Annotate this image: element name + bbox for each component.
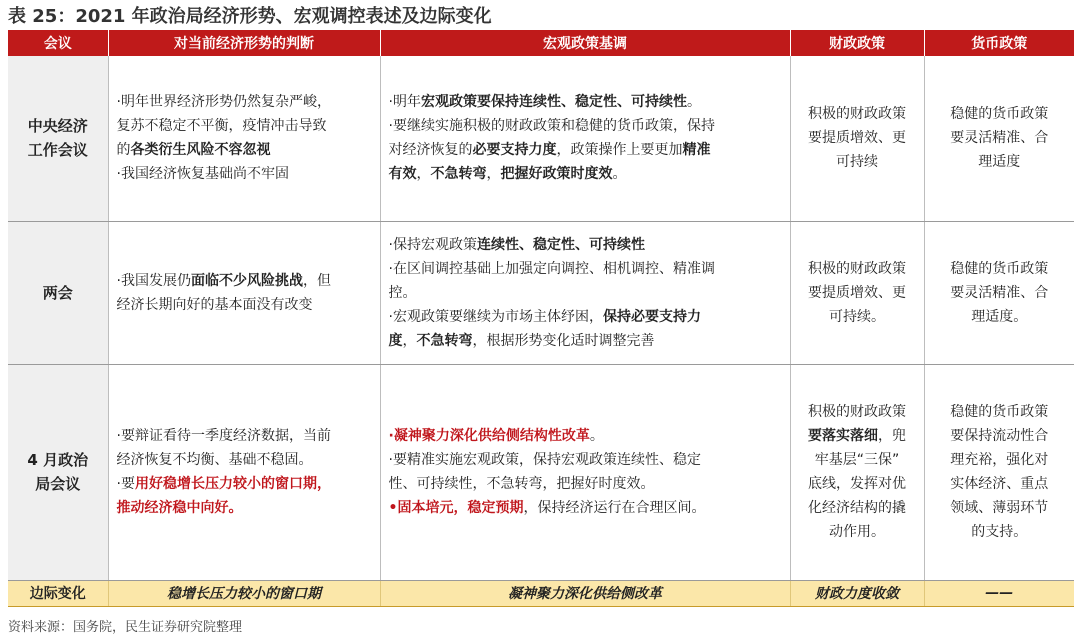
text-line: [389, 162, 782, 186]
bold-text: 度: [388, 332, 403, 349]
text-line: [117, 293, 372, 317]
text-line: [389, 138, 782, 162]
macro-cell: [380, 364, 790, 580]
text-segment: ，兜: [878, 428, 906, 444]
text-segment: ·要精准实施宏观政策，保持宏观政策连续性、稳定: [388, 452, 701, 468]
text-segment: 的支持。: [971, 524, 1028, 540]
footer-monetary: ——: [924, 580, 1074, 606]
bold-text: 要落实落细: [808, 428, 878, 444]
text-line: [797, 150, 918, 174]
fiscal-cell: [790, 221, 924, 364]
text-segment: 稳健的货币政策: [950, 106, 1049, 123]
text-line: [117, 269, 372, 293]
text-line: [797, 472, 918, 496]
footer-row: [8, 580, 1074, 606]
situation-cell: [108, 56, 380, 221]
footer-fiscal: 财政力度收敛: [790, 580, 924, 606]
text-line: [389, 281, 782, 305]
text-line: [389, 448, 782, 472]
header-macro: 宏观政策基调: [380, 30, 790, 56]
header-fiscal: 财政政策: [790, 30, 924, 56]
text-line: [931, 281, 1069, 305]
text-line: [389, 496, 782, 520]
text-segment: 动作用。: [829, 524, 885, 540]
text-line: [931, 257, 1069, 281]
text-segment: 。: [686, 94, 701, 111]
table-title: 表 25：2021 年政治局经济形势、宏观调控表述及边际变化: [8, 6, 492, 27]
bold-text: 不急转弯: [416, 332, 473, 349]
text-segment: 要保持流动性合: [950, 428, 1049, 444]
text-segment: 要提质增效、更: [808, 284, 906, 301]
text-line: [931, 305, 1069, 329]
text-line: [117, 472, 372, 496]
table-row: [8, 56, 1074, 221]
source-note: 资料来源：国务院，民生证券研究院整理: [8, 620, 243, 635]
text-line: [931, 472, 1069, 496]
text-line: [797, 400, 918, 424]
text-line: [117, 138, 372, 162]
text-segment: 理适度: [978, 154, 1021, 171]
text-line: [931, 150, 1069, 174]
text-segment: 底线，发挥对优: [808, 476, 906, 492]
situation-cell: [108, 364, 380, 580]
header-row: [8, 30, 1074, 56]
fiscal-cell: [790, 56, 924, 221]
text-segment: ，: [486, 166, 501, 183]
text-line: [389, 305, 782, 329]
text-segment: 化经济结构的撬: [808, 500, 906, 516]
text-segment: 经济恢复不均衡、基础不稳固。: [116, 452, 313, 468]
bold-text: 不急转弯: [430, 166, 487, 183]
text-line: [797, 126, 918, 150]
bold-text: 把握好政策时度效: [500, 166, 613, 183]
text-segment: 理适度。: [971, 308, 1028, 325]
table-row: [8, 364, 1074, 580]
meeting-cell: [8, 56, 108, 221]
bold-text: 各类衍生风险不容忽视: [130, 142, 271, 159]
text-segment: 积极的财政政策: [808, 106, 906, 123]
text-segment: 可持续。: [829, 308, 885, 325]
bold-text: 宏观政策要保持连续性、稳定性、可持续性: [420, 94, 687, 111]
text-line: [931, 448, 1069, 472]
text-segment: ，保持经济运行在合理区间。: [523, 500, 706, 516]
text-line: [117, 448, 372, 472]
meeting-name-line: 两会: [42, 283, 73, 302]
monetary-cell: [924, 364, 1074, 580]
text-line: [117, 162, 372, 186]
text-segment: 。: [612, 166, 627, 183]
text-segment: ，政策操作上要更加: [556, 142, 683, 159]
text-segment: 的: [116, 142, 131, 159]
situation-cell: [108, 221, 380, 364]
text-line: [931, 424, 1069, 448]
text-line: [931, 102, 1069, 126]
bold-text: 有效: [388, 166, 417, 183]
text-segment: ·保持宏观政策: [388, 236, 477, 253]
footer-situation: 稳增长压力较小的窗口期: [108, 580, 380, 606]
text-segment: 积极的财政政策: [808, 404, 906, 420]
text-segment: 可持续: [836, 154, 878, 171]
text-line: [389, 90, 782, 114]
text-line: [931, 520, 1069, 544]
bold-text: 保持必要支持力: [602, 308, 701, 325]
monetary-cell: [924, 56, 1074, 221]
text-line: [797, 520, 918, 544]
text-segment: ·我国经济恢复基础尚不牢固: [116, 166, 289, 183]
footer-label: 边际变化: [8, 580, 108, 606]
text-segment: ·明年: [388, 94, 421, 111]
text-line: [931, 496, 1069, 520]
text-line: [931, 126, 1069, 150]
text-line: [117, 424, 372, 448]
text-segment: 积极的财政政策: [808, 260, 906, 277]
monetary-cell: [924, 221, 1074, 364]
text-line: [797, 102, 918, 126]
text-line: [117, 496, 372, 520]
text-line: [389, 233, 782, 257]
text-segment: 要灵活精准、合: [950, 130, 1049, 147]
text-segment: ·在区间调控基础上加强定向调控、相机调控、精准调: [388, 260, 715, 277]
text-segment: ·要辩证看待一季度经济数据，当前: [116, 428, 331, 444]
header-meeting: 会议: [8, 30, 108, 56]
macro-cell: [380, 56, 790, 221]
text-segment: 领域、薄弱环节: [950, 500, 1049, 516]
text-line: [117, 114, 372, 138]
text-segment: ，根据形势变化适时调整完善: [472, 332, 655, 349]
text-line: [797, 448, 918, 472]
text-line: [797, 257, 918, 281]
bold-text: 连续性、稳定性、可持续性: [476, 236, 645, 253]
text-segment: 稳健的货币政策: [950, 404, 1049, 420]
text-line: [797, 281, 918, 305]
text-segment: 控。: [388, 284, 417, 301]
text-segment: ，: [416, 166, 431, 183]
highlight-text: 推动经济稳中向好。: [116, 500, 243, 516]
table-row: [8, 221, 1074, 364]
text-line: [389, 257, 782, 281]
text-line: [797, 496, 918, 520]
text-segment: ·我国发展仍: [116, 272, 191, 289]
meeting-name-line: 工作会议: [27, 141, 88, 160]
text-segment: 性、可持续性，不急转弯，把握好时度效。: [388, 476, 655, 492]
text-line: [931, 400, 1069, 424]
bold-text: 精准: [682, 142, 711, 159]
text-line: [117, 90, 372, 114]
text-segment: ·明年世界经济形势仍然复杂严峻，: [116, 94, 331, 111]
bold-text: 面临不少风险挑战: [190, 272, 303, 289]
text-line: [797, 305, 918, 329]
text-segment: 复苏不稳定不平衡，疫情冲击导致: [116, 118, 327, 135]
text-line: [389, 472, 782, 496]
text-segment: 牢基层“三保”: [814, 452, 900, 468]
text-segment: 实体经济、重点: [950, 476, 1049, 492]
footer-macro: 凝神聚力深化供给侧改革: [380, 580, 790, 606]
text-line: [389, 329, 782, 353]
text-segment: 要灵活精准、合: [950, 284, 1049, 301]
text-segment: 稳健的货币政策: [950, 260, 1049, 277]
text-segment: ·要继续实施积极的财政政策和稳健的货币政策，保持: [388, 118, 715, 135]
text-segment: ，但: [302, 272, 331, 289]
text-segment: 要提质增效、更: [808, 130, 906, 147]
text-segment: ·宏观政策要继续为市场主体纾困，: [388, 308, 603, 325]
highlight-text: •固本培元，稳定预期: [388, 500, 524, 516]
meeting-cell: [8, 221, 108, 364]
header-monetary: 货币政策: [924, 30, 1074, 56]
text-segment: 对经济恢复的: [388, 142, 473, 159]
header-situation: 对当前经济形势的判断: [108, 30, 380, 56]
text-segment: 经济长期向好的基本面没有改变: [116, 296, 313, 313]
text-segment: ，: [402, 332, 417, 349]
text-line: [389, 424, 782, 448]
meeting-name-line: 局会议: [35, 475, 81, 493]
meeting-name-line: 中央经济: [27, 117, 88, 136]
text-segment: ·要: [116, 476, 135, 492]
meeting-cell: [8, 364, 108, 580]
highlight-text: 用好稳增长压力较小的窗口期，: [134, 476, 331, 492]
meeting-name-line: 4 月政治: [27, 451, 89, 469]
policy-table: [8, 30, 1074, 607]
text-line: [797, 424, 918, 448]
highlight-text: ·凝神聚力深化供给侧结构性改革: [388, 428, 590, 444]
text-line: [389, 114, 782, 138]
macro-cell: [380, 221, 790, 364]
fiscal-cell: [790, 364, 924, 580]
text-segment: 理充裕，强化对: [950, 452, 1049, 468]
bold-text: 必要支持力度: [472, 142, 557, 159]
text-segment: 。: [589, 428, 604, 444]
